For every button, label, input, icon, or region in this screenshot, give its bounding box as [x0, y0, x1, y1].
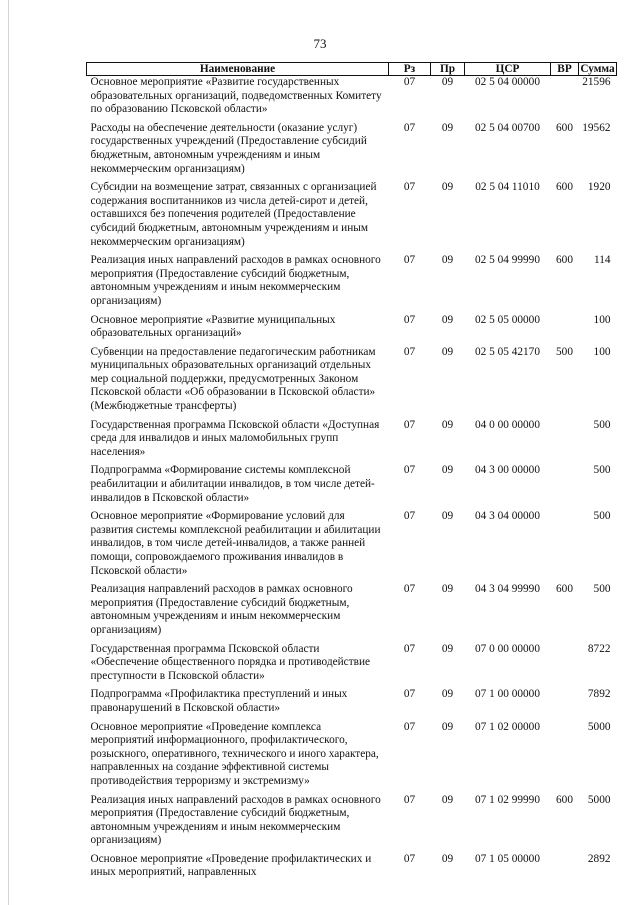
row-vr: [551, 314, 579, 346]
row-pr: 09: [441, 121, 454, 134]
row-rz: 07: [403, 510, 416, 523]
row-vr: [551, 688, 579, 720]
row-vr: [551, 464, 579, 510]
table-row: [87, 721, 617, 794]
table-row: [87, 181, 617, 254]
row-sum: 500: [593, 418, 611, 431]
row-rz: 07: [403, 852, 416, 865]
row-csr: 02 5 05 42170: [475, 345, 540, 358]
row-pr: 09: [441, 852, 454, 865]
page-edge-line: [8, 0, 9, 905]
column-header-name: Наименование: [87, 63, 389, 76]
row-vr: 600: [556, 121, 573, 134]
row-csr: 07 0 00 00000: [475, 642, 540, 655]
row-sum: 1920: [587, 181, 611, 194]
row-csr: 02 5 04 99990: [475, 254, 540, 267]
table-row: [87, 853, 617, 885]
row-csr: 07 1 02 00000: [475, 720, 540, 733]
table-row: [87, 510, 617, 583]
table-row: [87, 419, 617, 465]
row-sum: 500: [593, 583, 611, 596]
row-name: Расходы на обеспечение деятельности (оказание услуг) государственных учреждений (Предоставление субсидий бюджетным, автономным учреждениям и иным некоммерческим организациям): [90, 121, 367, 175]
row-csr: 04 0 00 00000: [475, 418, 540, 431]
row-vr: [551, 721, 579, 794]
row-vr: [551, 853, 579, 885]
table-row: [87, 464, 617, 510]
row-sum: 5000: [587, 720, 611, 733]
table-row: [87, 314, 617, 346]
table-row: [87, 346, 617, 419]
column-header-rz: Рз: [389, 63, 431, 76]
row-rz: 07: [403, 688, 416, 701]
row-name: Подпрограмма «Формирование системы комплексной реабилитации и абилитации инвалидов, в том числе детей-инвалидов в Псковской области»: [90, 464, 375, 504]
row-csr: 02 5 05 00000: [475, 313, 540, 326]
table-row: [87, 688, 617, 720]
row-sum: 100: [593, 345, 611, 358]
row-csr: 07 1 00 00000: [475, 688, 540, 701]
row-rz: 07: [403, 76, 416, 88]
row-name: Реализация иных направлений расходов в рамках основного мероприятия (Предоставление субсидий бюджетным, автономным учреждениям и иным некоммерческим организациям): [90, 793, 381, 847]
row-rz: 07: [403, 181, 416, 194]
column-header-sum: Сумма: [580, 63, 615, 75]
row-rz: 07: [403, 418, 416, 431]
row-name: Основное мероприятие «Формирование условий для развития системы комплексной реабилитации и абилитации инвалидов, в том числе детей-инвалидов, а также ранней помощи, сопровождаемого проживания инвалидов в Псковской области»: [90, 510, 381, 577]
table-row: [87, 122, 617, 181]
row-vr: [551, 419, 579, 465]
row-vr: 500: [556, 345, 573, 358]
row-rz: 07: [403, 642, 416, 655]
table-row: [87, 643, 617, 689]
row-csr: 04 3 04 00000: [475, 510, 540, 523]
row-vr: 600: [556, 254, 573, 267]
row-rz: 07: [403, 583, 416, 596]
row-vr: [551, 510, 579, 583]
table-row: [87, 794, 617, 853]
row-csr: 07 1 02 99990: [475, 793, 540, 806]
row-csr: 07 1 05 00000: [475, 852, 540, 865]
row-sum: 100: [593, 313, 611, 326]
row-rz: 07: [403, 793, 416, 806]
row-vr: 600: [556, 583, 573, 596]
row-name: Реализация иных направлений расходов в рамках основного мероприятия (Предоставление субсидий бюджетным, автономным учреждениям и иным некоммерческим организациям): [90, 254, 381, 307]
row-sum: 8722: [587, 642, 611, 655]
row-pr: 09: [441, 181, 454, 194]
row-pr: 09: [441, 254, 454, 267]
row-rz: 07: [403, 121, 416, 134]
row-rz: 07: [403, 345, 416, 358]
row-name: Субсидии на возмещение затрат, связанных с организацией содержания воспитанников из числа детей-сирот и детей, оставшихся без попечения родителей (Предоставление субсидий бюджетным, автономным учреждениям и иным некоммерческим организациям): [90, 181, 377, 248]
row-pr: 09: [441, 793, 454, 806]
row-pr: 09: [441, 720, 454, 733]
row-csr: 02 5 04 00700: [475, 121, 540, 134]
row-name: Основное мероприятие «Проведение профилактических и иных мероприятий, направленных: [90, 852, 372, 879]
row-sum: 500: [593, 464, 611, 477]
row-csr: 04 3 00 00000: [475, 464, 540, 477]
row-csr: 04 3 04 99990: [475, 583, 540, 596]
row-pr: 09: [441, 510, 454, 523]
row-rz: 07: [403, 720, 416, 733]
table-row: [87, 583, 617, 642]
table-row: [87, 254, 617, 313]
row-pr: 09: [441, 464, 454, 477]
row-name: Государственная программа Псковской области «Доступная среда для инвалидов и иных маломобильных групп населения»: [90, 418, 380, 458]
row-pr: 09: [441, 583, 454, 596]
column-header-pr: Пр: [431, 63, 465, 76]
row-name: Подпрограмма «Профилактика преступлений и иных правонарушений в Псковской области»: [90, 688, 348, 714]
row-pr: 09: [441, 418, 454, 431]
page-number: 73: [313, 36, 327, 51]
row-vr: [551, 643, 579, 689]
row-sum: 5000: [587, 793, 611, 806]
row-name: Реализация направлений расходов в рамках основного мероприятия (Предоставление субсидий бюджетным, автономным учреждениям и иным некоммерческим организациям): [90, 583, 353, 636]
row-csr: 02 5 04 11010: [475, 181, 540, 194]
row-pr: 09: [441, 345, 454, 358]
row-name: Государственная программа Псковской области «Обеспечение общественного порядка и противодействие преступности в Псковской области»: [90, 642, 371, 682]
row-sum: 19562: [582, 121, 611, 134]
row-pr: 09: [441, 642, 454, 655]
table-body: [87, 76, 617, 886]
row-rz: 07: [403, 464, 416, 477]
table-row: [87, 76, 617, 122]
row-pr: 09: [441, 688, 454, 701]
row-sum: 114: [593, 254, 611, 267]
row-pr: 09: [441, 76, 454, 88]
row-rz: 07: [403, 313, 416, 326]
row-vr: 600: [556, 793, 573, 806]
budget-table: [86, 62, 617, 885]
column-header-csr: ЦСР: [465, 63, 551, 76]
row-name: Основное мероприятие «Развитие муниципальных образовательных организаций»: [90, 313, 336, 340]
row-rz: 07: [403, 254, 416, 267]
row-sum: 7892: [587, 688, 611, 701]
column-header-vr: ВР: [551, 63, 579, 76]
row-name: Основное мероприятие «Проведение комплекса мероприятий информационного, профилактического, розыскного, оперативного, технического и иного характера, направленных на создание эффективной системы противодействия терроризму и экстремизму»: [90, 720, 379, 787]
row-sum: 500: [593, 510, 611, 523]
row-csr: 02 5 04 00000: [475, 76, 540, 88]
row-sum: 21596: [582, 76, 611, 88]
row-sum: 2892: [587, 852, 611, 865]
row-vr: [551, 76, 579, 122]
row-name: Субвенции на предоставление педагогическим работникам муниципальных образовательных организаций отдельных мер социальной поддержки, предусмотренных Законом Псковской области «Об образовании в Псковской области» (Межбюджетные трансферты): [90, 345, 376, 413]
table-header: [87, 63, 617, 76]
row-name: Основное мероприятие «Развитие государственных образовательных организаций, подведомственных Комитету по образованию Псковской области»: [90, 76, 382, 116]
row-vr: 600: [556, 181, 573, 194]
row-pr: 09: [441, 313, 454, 326]
